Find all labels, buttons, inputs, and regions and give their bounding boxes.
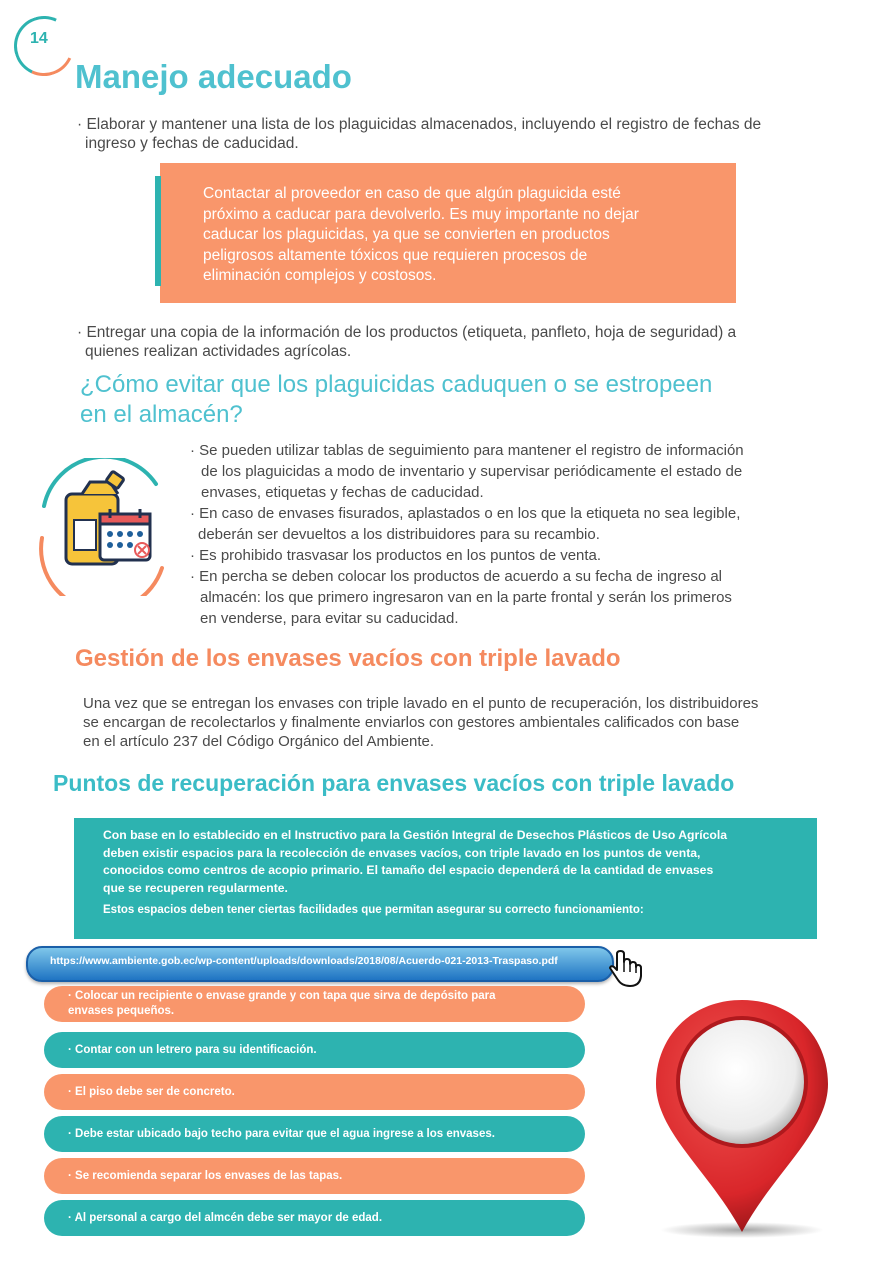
highlight-line: eliminación complejos y costosos. xyxy=(203,267,437,284)
calendar-pesticide-icon xyxy=(38,458,168,596)
list-item-text: · Debe estar ubicado bajo techo para evitar que el agua ingrese a los envases. xyxy=(68,1127,495,1140)
list-item xyxy=(44,1074,585,1110)
section-title-manejo: Manejo adecuado xyxy=(75,58,352,95)
bullet-list-inventory xyxy=(77,115,761,153)
info-line: deben existir espacios para la recolección de envases vacíos, con triple lavado en los puntos de venta, xyxy=(103,845,701,860)
list-item-text xyxy=(68,989,496,1019)
list-item-text: · Al personal a cargo del almcén debe ser mayor de edad. xyxy=(68,1211,383,1224)
list-item xyxy=(44,986,585,1022)
section-title-caducidad xyxy=(80,370,712,430)
info-box-text xyxy=(103,827,805,897)
list-item-line: envases pequeños. xyxy=(68,1005,175,1017)
bullet-line: · En percha se deben colocar los productos de acuerdo a su fecha de ingreso al xyxy=(190,568,723,585)
list-item-text: · Se recomienda separar los envases de las tapas. xyxy=(68,1169,343,1182)
page-number: 14 xyxy=(30,30,48,47)
highlight-line: caducar los plaguicidas, ya que se convierten en productos xyxy=(203,226,610,243)
list-item xyxy=(44,1200,585,1236)
info-line: Con base en lo establecido en el Instructivo para la Gestión Integral de Desechos Plásticos de Uso Agrícola xyxy=(103,828,728,842)
list-item xyxy=(44,1032,585,1068)
highlight-line: Contactar al proveedor en caso de que algún plaguicida esté xyxy=(203,185,621,202)
paragraph-line: Una vez que se entregan los envases con triple lavado en el punto de recuperación, los distribuidores xyxy=(83,695,759,712)
bullet-list-caducidad xyxy=(190,440,744,629)
bullet-line: · Elaborar y mantener una lista de los plaguicidas almacenados, incluyendo el registro de fechas de xyxy=(77,116,762,133)
highlight-line: peligrosos altamente tóxicos que requieren procesos de xyxy=(203,246,588,264)
bullet-line: ingreso y fechas de caducidad. xyxy=(85,135,299,152)
section-title-gestion: Gestión de los envases vacíos con triple lavado xyxy=(75,645,621,672)
list-item-line: · Colocar un recipiente o envase grande y con tapa que sirva de depósito para xyxy=(68,990,496,1002)
bullet-line: quienes realizan actividades agrícolas. xyxy=(85,343,352,360)
highlight-line: próximo a caducar para devolverlo. Es muy importante no dejar xyxy=(203,205,639,223)
bullet-line: · Es prohibido trasvasar los productos en los puntos de venta. xyxy=(190,547,602,564)
list-item-text: · El piso debe ser de concreto. xyxy=(68,1085,235,1098)
bullet-list-copy xyxy=(77,323,736,361)
paragraph-gestion xyxy=(83,694,758,751)
highlight-text xyxy=(203,184,710,287)
bullet-line: deberán ser devueltos a los distribuidores para su recambio. xyxy=(198,526,600,543)
bullet-line: almacén: los que primero ingresaron van en la parte frontal y serán los primeros xyxy=(200,589,732,606)
title-line: ¿Cómo evitar que los plaguicidas caduquen o se estropeen xyxy=(80,371,713,398)
info-line: que se recuperen regularmente. xyxy=(103,880,288,895)
paragraph-line: se encargan de recolectarlos y finalmente enviarlos con gestores ambientales calificados con base xyxy=(83,714,740,731)
title-line: en el almacén? xyxy=(80,401,243,428)
hand-pointer-icon xyxy=(608,950,646,990)
map-pin-icon xyxy=(650,992,830,1242)
bullet-line: en venderse, para evitar su caducidad. xyxy=(200,610,459,627)
list-item xyxy=(44,1158,585,1194)
info-box-note: Estos espacios deben tener ciertas facilidades que permitan asegurar su correcto funcionamiento: xyxy=(103,904,644,916)
bullet-line: · En caso de envases fisurados, aplastados o en los que la etiqueta no sea legible, xyxy=(190,505,741,522)
source-link-text[interactable]: https://www.ambiente.gob.ec/wp-content/uploads/downloads/2018/08/Acuerdo-021-2013-Traspaso.pdf xyxy=(50,955,558,967)
bullet-line: envases, etiquetas y fechas de caducidad. xyxy=(201,484,484,501)
highlight-accent-bar xyxy=(155,176,161,286)
info-line: conocidos como centros de acopio primario. El tamaño del espacio dependerá de la cantidad de envases xyxy=(103,863,714,877)
list-item xyxy=(44,1116,585,1152)
bullet-line: · Entregar una copia de la información de los productos (etiqueta, panfleto, hoja de seguridad) a xyxy=(77,324,737,341)
bullet-line: · Se pueden utilizar tablas de seguimiento para mantener el registro de información xyxy=(190,442,744,459)
paragraph-line: en el artículo 237 del Código Orgánico del Ambiente. xyxy=(83,733,435,750)
section-title-puntos: Puntos de recuperación para envases vacíos con triple lavado xyxy=(53,770,735,796)
list-item-text: · Contar con un letrero para su identificación. xyxy=(68,1043,317,1056)
bullet-line: de los plaguicidas a modo de inventario y supervisar periódicamente el estado de xyxy=(201,463,743,480)
